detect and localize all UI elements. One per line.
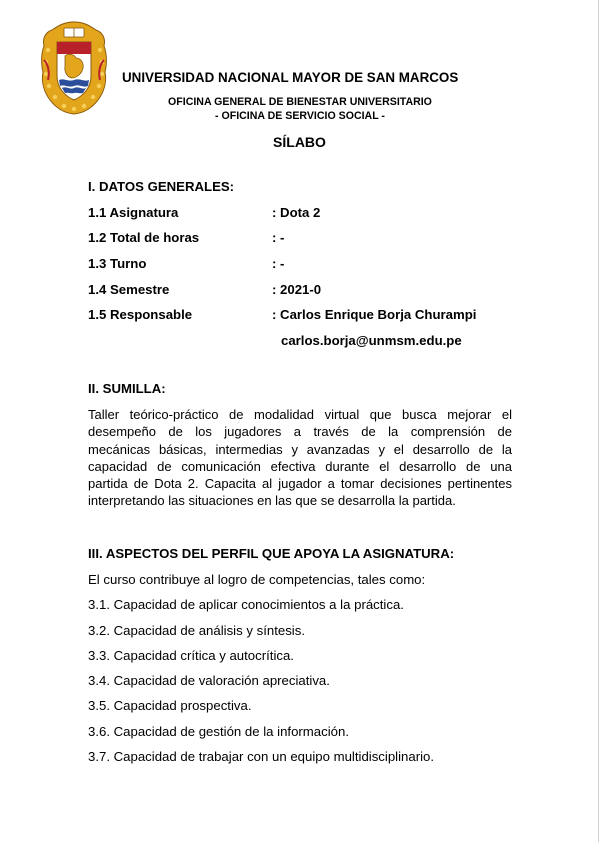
list-item: 3.3. Capacidad crítica y autocrítica. [88, 648, 294, 663]
row-label: 1.1 Asignatura [88, 205, 179, 220]
list-item: 3.1. Capacidad de aplicar conocimientos a la práctica. [88, 597, 404, 612]
row-value: : Carlos Enrique Borja Churampi [272, 307, 477, 322]
row-value: : - [272, 256, 285, 271]
university-name: UNIVERSIDAD NACIONAL MAYOR DE SAN MARCOS [122, 70, 459, 85]
document-title: SÍLABO [273, 134, 326, 150]
summary-line: partida de Dota 2. Capacita al jugador a tomar decisiones pertinentes [88, 476, 512, 492]
row-label: 1.3 Turno [88, 256, 147, 271]
section-heading-summary: II. SUMILLA: [88, 381, 166, 396]
office-name: OFICINA GENERAL DE BIENESTAR UNIVERSITARIO [168, 96, 432, 108]
list-item: 3.4. Capacidad de valoración apreciativa. [88, 673, 330, 688]
list-item: 3.7. Capacidad de trabajar con un equipo multidisciplinario. [88, 749, 435, 764]
list-item: 3.2. Capacidad de análisis y síntesis. [88, 623, 305, 638]
section-heading-profile-aspects: III. ASPECTOS DEL PERFIL QUE APOYA LA ASIGNATURA: [88, 546, 455, 561]
list-item: 3.6. Capacidad de gestión de la información. [88, 724, 349, 739]
section-heading-general-data: I. DATOS GENERALES: [88, 179, 235, 194]
summary-line: Taller teórico-práctico de modalidad virtual que busca mejorar el [88, 407, 512, 422]
competencies-intro: El curso contribuye al logro de competencias, tales como: [88, 572, 426, 587]
summary-line: capacidad de comunicación efectiva durante el desarrollo de una [88, 458, 512, 474]
row-value: : Dota 2 [272, 205, 321, 220]
summary-line: interpretando las situaciones en las que se desarrolla la partida. [88, 493, 456, 509]
sub-office-name: - OFICINA DE SERVICIO SOCIAL - [215, 110, 385, 122]
summary-line: mecánicas básicas, intermedias y avanzadas y el desarrollo de la [88, 441, 512, 457]
row-value: : - [272, 230, 285, 245]
row-value: : 2021-0 [272, 282, 322, 297]
row-label: 1.4 Semestre [88, 282, 170, 297]
row-label: 1.2 Total de horas [88, 230, 200, 245]
list-item: 3.5. Capacidad prospectiva. [88, 698, 252, 713]
row-label: 1.5 Responsable [88, 307, 193, 322]
responsible-email: carlos.borja@unmsm.edu.pe [281, 333, 462, 348]
summary-line: desempeño de los jugadores a través de la comprensión de [88, 424, 512, 440]
university-crest-icon [40, 20, 108, 115]
summary-paragraph [88, 406, 512, 510]
